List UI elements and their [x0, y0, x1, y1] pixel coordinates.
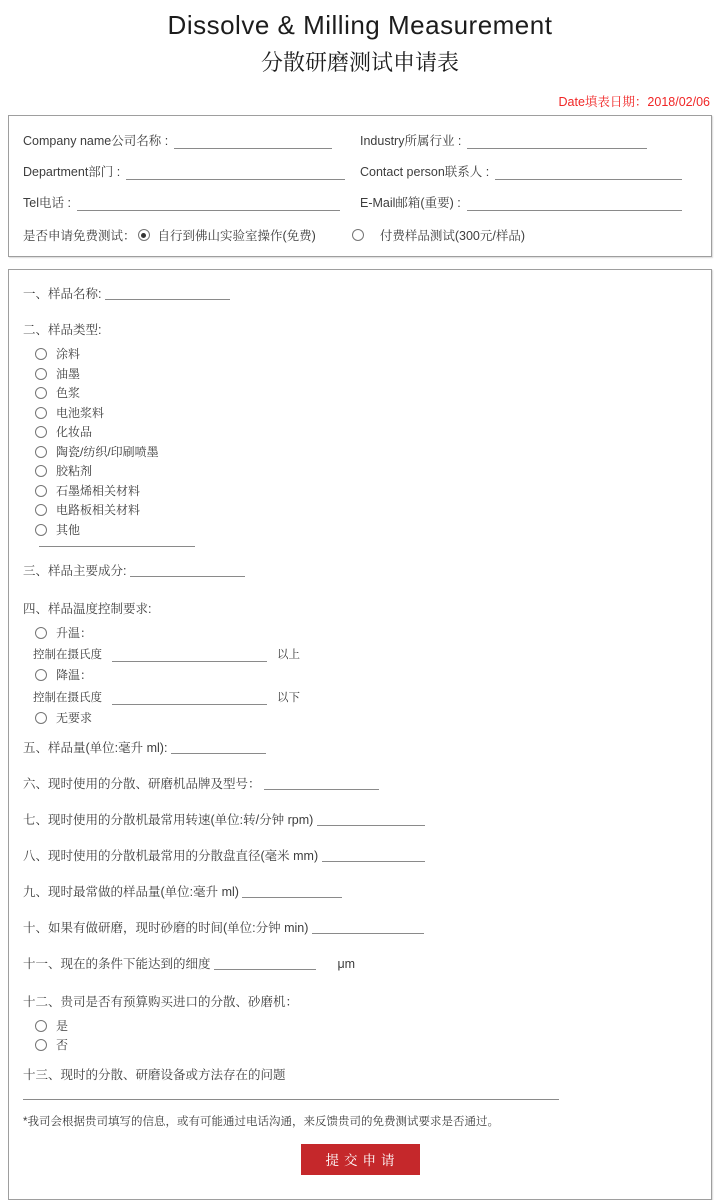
form-date: Date填表日期：2018/02/06 — [558, 95, 710, 109]
sample-type-option — [35, 524, 697, 536]
q1-sample-name — [23, 284, 697, 302]
sample-type-label: 电路板相关材料 — [56, 503, 141, 517]
sample-type-radio-1[interactable] — [35, 368, 47, 380]
q1-label: 一、样品名称: — [23, 287, 102, 301]
machine-brand-line[interactable] — [264, 777, 379, 790]
email-line[interactable] — [467, 196, 682, 211]
free-test-row — [23, 226, 697, 244]
contact-row-3 — [23, 193, 697, 211]
q2-sample-type — [23, 320, 697, 547]
milling-time-line[interactable] — [312, 921, 424, 934]
submit-button[interactable]: 提交申请 — [301, 1144, 420, 1175]
budget-no-label: 否 — [56, 1038, 69, 1052]
sample-type-option — [35, 446, 697, 458]
temp-none-label: 无要求 — [56, 710, 93, 725]
free-test-option-paid-label: 付费样品测试(300元/样品) — [379, 229, 525, 243]
contact-person-field — [360, 162, 697, 180]
sample-type-radio-4[interactable] — [35, 426, 47, 438]
sample-type-option — [35, 465, 697, 477]
company-name-field — [23, 131, 360, 149]
department-line[interactable] — [126, 165, 345, 180]
footer-note: *我司会根据贵司填写的信息，或有可能通过电话沟通，来反馈贵司的免费测试要求是否通过。 — [23, 1116, 499, 1128]
submit-row — [23, 1144, 697, 1175]
temp-radio-heat[interactable] — [35, 627, 47, 639]
temp-heat-line[interactable] — [112, 649, 267, 662]
sample-type-radio-9[interactable] — [35, 524, 47, 536]
temp-none-option — [35, 712, 697, 724]
sample-type-radio-3[interactable] — [35, 407, 47, 419]
q6-label: 六、现时使用的分散、研磨机品牌及型号： — [23, 776, 261, 791]
q9-common-sample-amount — [23, 882, 697, 900]
q7-label: 七、现时使用的分散机最常用转速(单位:转/分钟 rpm) — [23, 812, 314, 827]
contact-row-1 — [23, 131, 697, 149]
free-test-radio-paid[interactable] — [352, 229, 364, 241]
rpm-line[interactable] — [317, 813, 425, 826]
sample-type-label: 化妆品 — [56, 425, 93, 439]
q11-label: 十一、现在的条件下能达到的细度 — [23, 956, 211, 971]
industry-label: Industry所属行业 : — [360, 134, 462, 148]
sample-type-option — [35, 426, 697, 438]
sample-type-radio-7[interactable] — [35, 485, 47, 497]
sample-type-option — [35, 485, 697, 497]
q12-label: 十二、贵司是否有预算购买进口的分散、砂磨机： — [23, 994, 299, 1009]
temp-radio-none[interactable] — [35, 712, 47, 724]
temperature-options — [23, 627, 697, 724]
q8-label: 八、现时使用的分散机最常用的分散盘直径(毫米 mm) — [23, 848, 319, 863]
questionnaire-box — [8, 269, 712, 1200]
department-field — [23, 162, 360, 180]
contact-row-2 — [23, 162, 697, 180]
q9-label: 九、现时最常做的样品量(单位:毫升 ml) — [23, 884, 239, 899]
tel-label: Tel电话 : — [23, 196, 71, 210]
contact-info-box — [8, 115, 712, 257]
common-sample-amount-line[interactable] — [242, 885, 342, 898]
q11-fineness — [23, 954, 697, 972]
budget-radio-no[interactable] — [35, 1039, 47, 1051]
sample-name-line[interactable] — [105, 287, 230, 300]
q3-main-component — [23, 561, 697, 579]
other-type-line[interactable] — [39, 546, 195, 547]
sample-type-label: 电池浆料 — [56, 405, 105, 420]
q12-budget — [23, 992, 697, 1052]
sample-type-option — [35, 348, 697, 360]
sample-type-option — [35, 407, 697, 419]
temp-heat-prefix: 控制在摄氏度 — [33, 649, 102, 661]
temp-cool-suffix: 以下 — [277, 691, 300, 704]
q13-label: 十三、现时的分散、研磨设备或方法存在的问题 — [23, 1068, 286, 1082]
sample-type-label: 石墨烯相关材料 — [56, 483, 141, 498]
temp-heat-option — [35, 627, 697, 639]
sample-type-label: 涂料 — [56, 347, 81, 361]
sample-type-options — [23, 348, 697, 536]
fineness-line[interactable] — [214, 957, 316, 970]
temp-heat-label: 升温： — [56, 625, 93, 640]
q5-label: 五、样品量(单位:毫升 ml): — [23, 740, 168, 755]
industry-line[interactable] — [467, 134, 647, 149]
free-test-radio-lab[interactable] — [138, 229, 150, 241]
free-test-option-lab-label: 自行到佛山实验室操作(免费) — [157, 229, 316, 243]
email-label: E-Mail邮箱(重要) : — [360, 196, 461, 210]
q10-milling-time — [23, 918, 697, 936]
q10-label: 十、如果有做研磨，现时砂磨的时间(单位:分钟 min) — [23, 920, 309, 935]
temp-heat-suffix: 以上 — [277, 649, 300, 661]
temp-cool-subline — [33, 689, 697, 705]
company-name-label: Company name公司名称 : — [23, 134, 169, 148]
sample-type-radio-6[interactable] — [35, 465, 47, 477]
main-component-line[interactable] — [130, 564, 245, 577]
tel-field — [23, 193, 360, 211]
free-test-label: 是否申请免费测试： — [23, 229, 136, 243]
sample-type-label: 油墨 — [56, 366, 81, 381]
page-title-zh: 分散研磨测试申请表 — [260, 50, 459, 75]
sample-type-option — [35, 504, 697, 516]
budget-yes-label: 是 — [56, 1018, 69, 1033]
sample-type-label: 胶粘剂 — [56, 464, 93, 478]
temp-heat-subline — [33, 646, 697, 662]
sample-type-radio-5[interactable] — [35, 446, 47, 458]
disc-diameter-line[interactable] — [322, 849, 425, 862]
sample-type-option — [35, 387, 697, 399]
temp-radio-cool[interactable] — [35, 669, 47, 681]
q6-machine-brand — [23, 774, 697, 792]
contact-person-label: Contact person联系人 : — [360, 165, 490, 179]
sample-type-radio-0[interactable] — [35, 348, 47, 360]
temp-cool-line[interactable] — [112, 692, 267, 705]
temp-cool-prefix: 控制在摄氏度 — [33, 691, 102, 704]
q2-label: 二、样品类型: — [23, 323, 102, 337]
department-label: Department部门 : — [23, 165, 121, 179]
q8-disc-diameter — [23, 846, 697, 864]
sample-type-option — [35, 368, 697, 380]
sample-amount-line[interactable] — [171, 741, 266, 754]
page-title-en: Dissolve & Milling Measurement — [167, 10, 553, 40]
q7-rpm — [23, 810, 697, 828]
budget-radio-yes[interactable] — [35, 1020, 47, 1032]
q4-temperature — [23, 599, 697, 724]
sample-type-radio-2[interactable] — [35, 387, 47, 399]
sample-type-radio-8[interactable] — [35, 504, 47, 516]
q11-unit-label: μm — [337, 956, 356, 971]
contact-person-line[interactable] — [495, 165, 682, 180]
budget-no-option — [35, 1039, 697, 1051]
sample-type-label: 陶瓷/纺织/印刷喷墨 — [56, 444, 159, 459]
q5-sample-amount — [23, 738, 697, 756]
industry-field — [360, 131, 697, 149]
q4-label: 四、样品温度控制要求: — [23, 601, 152, 616]
q3-label: 三、样品主要成分: — [23, 563, 127, 578]
sample-type-label: 其他 — [56, 522, 81, 537]
company-name-line[interactable] — [174, 134, 332, 149]
sample-type-label: 色浆 — [56, 386, 81, 400]
budget-yes-option — [35, 1020, 697, 1032]
budget-options — [23, 1020, 697, 1052]
email-field — [360, 193, 697, 211]
temp-cool-option — [35, 669, 697, 681]
temp-cool-label: 降温： — [56, 668, 93, 682]
problem-line[interactable] — [23, 1099, 559, 1100]
tel-line[interactable] — [77, 196, 340, 211]
